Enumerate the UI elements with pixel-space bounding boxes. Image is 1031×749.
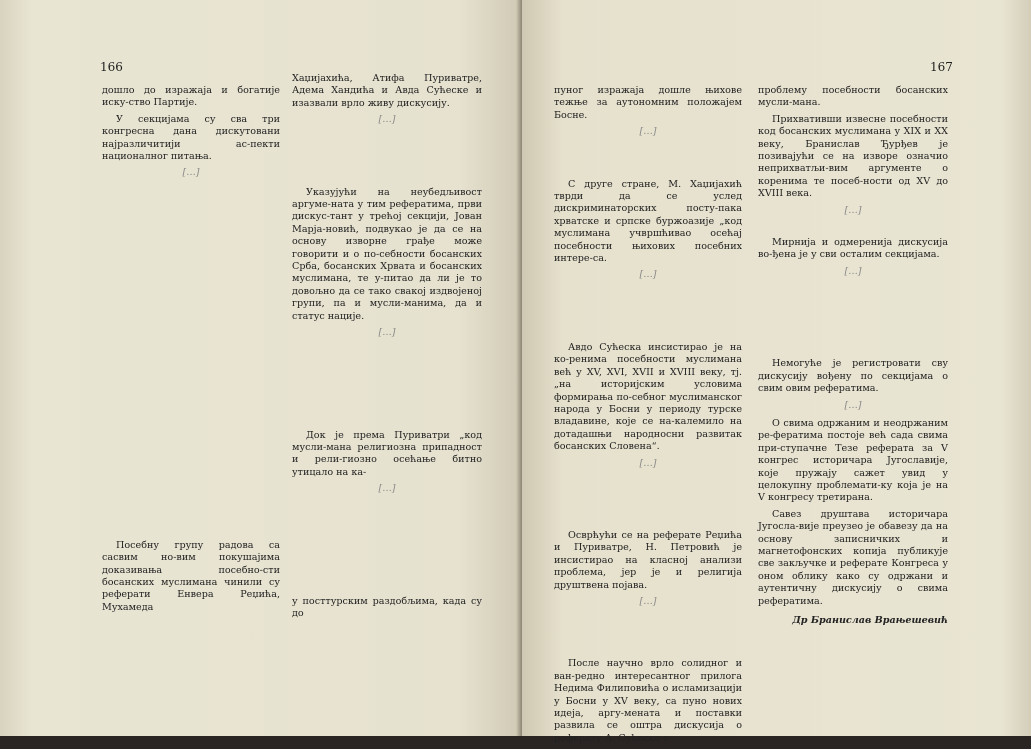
paragraph: Док је према Пуриватри „код мусли-мана религиозна припадност и рели-гиозно осећање битно утицало на ка- (292, 429, 482, 478)
right-column-2 (758, 85, 948, 631)
author-signature: Др Бранислав Врањешевић (792, 615, 948, 626)
elided-text-marker: […] (844, 265, 862, 277)
left-page (0, 0, 522, 736)
paragraph: пуног изражаја дошле њихове тежње за аутономним положајем Босне. (554, 85, 742, 121)
elided-text-marker: […] (639, 269, 657, 281)
paragraph: Прихвативши извесне посебности код босанских муслимана у XIX и XX веку, Бранислав Ђурђев је позивајући се на изворе означио неприхватљи-вим аргументе о коренима те посеб-ности од XV до XVIII века. (758, 113, 948, 200)
elided-text-marker: […] (182, 167, 200, 179)
paragraph: Хаџијахића, Атифа Пуриватре, Адема Хандића и Авда Сућеске и изазвали врло живу дискусију. (292, 73, 482, 109)
paragraph: Немогуће је регистровати сву дискусију вођену по секцијама о свим овим рефератима. (758, 358, 948, 395)
elided-text-marker: […] (639, 126, 657, 138)
left-column-1 (102, 85, 280, 618)
paragraph: У секцијама су сва три конгресна дана дискутовани најразличитији ас-пекти националног питања. (102, 113, 280, 163)
page-number-right: 167 (930, 60, 953, 74)
paragraph: О свима одржаним и неодржаним ре-фератима постоје већ сада свима при-ступачне Тезе реферата за V конгрес историчара Југославије, које пружају сажет увид у целокупну проблемати-ку која је на V конгресу третирана. (758, 417, 948, 504)
paragraph: С друге стране, М. Хаџијахић тврди да се услед дискриминаторских посту-пака хрватске и српске буржоазије „код муслимана учвршћивао осећај посебности њихових посебних интере-са. (554, 178, 742, 265)
left-column-2 (292, 73, 482, 624)
elided-text-marker: […] (639, 595, 657, 607)
paragraph: Авдо Сућеска инсистирао је на ко-ренима посебности муслимана већ у XV, XVI, XVII и XVIII веку, тј. „на историјским условима формирања по-себног муслиманског народа у Босни у периоду турске владавине, које се на-калемило на дотадашњи народносни развитак босанских Словена“. (554, 341, 742, 453)
elided-text-marker: […] (378, 483, 396, 495)
paragraph: Посебну групу радова са сасвим но-вим покушајима доказивања посебно-сти босанских муслимана чинили су реферати Енвера Реџића, Мухамеда (102, 539, 280, 613)
paragraph: Савез друштава историчара Југосла-вије преузео је обавезу да на основу записничких и магнетофонских копија публикује све закључке и реферате Конгреса у оном облику како су одржани и аутентичну дискусију о свима рефератима. (758, 508, 948, 607)
elided-text-marker: […] (639, 457, 657, 469)
paragraph: у посттурским раздобљима, када су до (292, 595, 482, 619)
paragraph: дошло до изражаја и богатије иску-ство Партије. (102, 85, 280, 109)
paragraph: Осврћући се на реферате Реџића и Пуриватре, Н. Петровић је инсистирао на класној анализи проблема, јер је и религија друштвена појава. (554, 529, 742, 591)
paragraph: проблему посебности босанских мусли-мана. (758, 85, 948, 109)
right-column-1 (554, 85, 742, 749)
elided-text-marker: […] (378, 114, 396, 126)
paragraph: После научно врло солидног и ван-редно интересантног прилога Недима Филиповића о исламизацији у Босни у XV веку, са пуно нових идеја, аргу-мената и поставки развила се оштра дискусија о реферату А. Сућеске о (554, 658, 742, 744)
paragraph: Указујући на неубедљивост аргуме-ната у тим рефератима, први дискус-тант у трећој секцији, Јован Марја-новић, подвукао је да се на основу изворне грађе може говорити и о по-себности босанских Срба, босанских Хрвата и босанских муслимана, те у-питао да ли је то довољно да се тако свакој издвојеној групи, па и мусли-манима, да и статус нације. (292, 186, 482, 322)
elided-text-marker: […] (378, 327, 396, 339)
elided-text-marker: […] (844, 399, 862, 411)
right-page (522, 0, 1031, 744)
page-number-left: 166 (100, 60, 123, 74)
paragraph: Мирнија и одмеренија дискусија во-ђена је у сви осталим секцијама. (758, 237, 948, 261)
elided-text-marker: […] (844, 204, 862, 216)
